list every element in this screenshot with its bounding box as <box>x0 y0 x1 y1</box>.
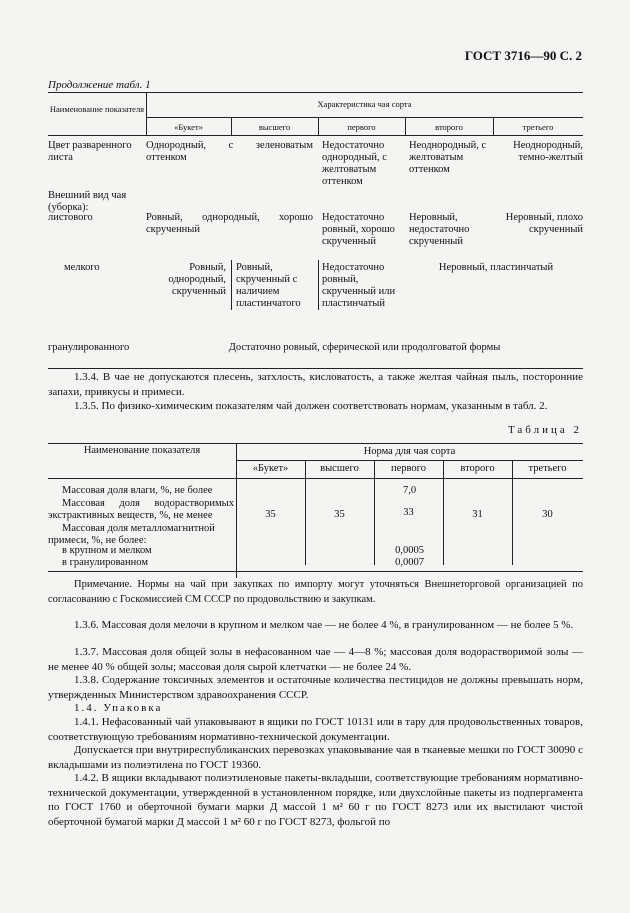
t1-row2-c1: Ровный, однородный, хорошо скрученный <box>146 212 313 235</box>
paragraph-1-4-1: 1.4.1. Нефасованный чай упаковывают в ящики по ГОСТ 10131 или в тару для продовольственных товаров, соответствующую требованиям нормативно-технической документации. <box>48 716 583 743</box>
page-header: ГОСТ 3716—90 С. 2 <box>464 48 582 63</box>
table-2-note: Примечание. Нормы на чай при закупках по импорту могут уточняться Внешнеторговой организацией по согласованию с Госкомиссией СМ СССР по продовольствию и закупкам. <box>48 579 583 605</box>
t2-row2-v5: 30 <box>542 509 553 520</box>
table-1 <box>48 92 583 372</box>
t2-row2-v1: 35 <box>265 509 276 520</box>
t1-col-name-header: Наименование показателя <box>49 104 145 114</box>
t2-col-name-header: Наименование показателя <box>83 445 201 456</box>
t2-row3b-value: 0,0007 <box>395 557 424 568</box>
section-1-4-heading: 1.4. Упаковка <box>74 702 163 714</box>
t1-row1-c1: Однородный, с зеленоватым оттенком <box>146 140 313 163</box>
t1-row4-name: гранулированного <box>48 342 130 353</box>
t2-group-header: Норма для чая сорта <box>363 446 456 457</box>
t2-grade-third: третьего <box>528 463 567 474</box>
paragraph-1-4-2: 1.4.2. В ящики вкладывают полиэтиленовые пакеты-вкладыши, соответствующие требованиям нормативно-технической документации, утвержденной в установленном порядке, или двухслойные пакеты из подпергамента по ГОСТ 1760 и оберточной бумаги марки Д массой 1 м² 60 г по ГОСТ 8273 или их выстилают чистой оберточной бумагой марки Д массой 1 м² 60 г по ГОСТ 8273, фольгой по <box>48 772 583 828</box>
t1-row3-c1: Ровный, однородный, скрученный <box>168 262 226 297</box>
t2-row1-name: Массовая доля влаги, %, не более <box>62 485 213 496</box>
t1-row2-c4: Неровный, недостаточно скрученный <box>409 212 470 247</box>
paragraph-1-3-5: 1.3.5. По физико-химическим показателям чай должен соответствовать нормам, указанным в табл. 2. <box>74 400 548 412</box>
t2-row1-value: 7,0 <box>402 485 417 496</box>
t1-row1-c3: Недостаточно однородный, с желтоватым оттенком <box>322 140 387 187</box>
t1-row2-c3: Недостаточно ровный, хорошо скрученный <box>322 212 395 247</box>
paragraph-1-3-8: 1.3.8. Содержание токсичных элементов и остаточные количества пестицидов не должны превышать норм, утвержденных Министерством здравоохранения СССР. <box>48 674 583 701</box>
paragraph-1-3-7: 1.3.7. Массовая доля общей золы в нефасованном чае — 4—8 %; массовая доля водорастворимой золы — не менее 40 % общей золы; массовая доля сырой клетчатки — не более 24 %. <box>48 646 583 673</box>
table-2-caption: Таблица 2 <box>507 424 582 436</box>
t1-row2-name: Внешний вид чая (уборка): <box>48 190 127 213</box>
t2-row3a-value: 0,0005 <box>395 545 424 556</box>
t2-grade-first: первого <box>391 463 426 474</box>
t2-row2-v4: 31 <box>472 509 483 520</box>
t2-row2-v3: 33 <box>403 507 414 518</box>
table-continuation-label: Продолжение табл. 1 <box>48 79 151 91</box>
t1-row2-c5: Неровный, плохо скрученный <box>505 212 583 235</box>
t1-grade-third: третьего <box>522 122 554 132</box>
t1-row2-sub: листового <box>48 212 93 223</box>
t1-row1-name: Цвет разваренного листа <box>48 140 132 163</box>
t1-grade-highest: высшего <box>258 122 291 132</box>
t1-grade-first: первого <box>347 122 376 132</box>
t1-row3-c3: Недостаточно ровный, скрученный или пластинчатый <box>322 262 396 309</box>
t1-grade-buket: «Букет» <box>174 122 203 132</box>
paragraph-1-3-4: 1.3.4. В чае не допускаются плесень, затхлость, кисловатость, а также желтая чайная пыль, посторонние запахи, привкусы и примеси. <box>48 371 583 398</box>
t2-grade-highest: высшего <box>320 463 359 474</box>
t1-row1-c4: Неоднородный, с желтоватым оттенком <box>409 140 487 175</box>
t1-row3-c4: Неровный, пластинчатый <box>438 262 554 273</box>
t2-row3-name: Массовая доля металломагнитной примеси, %, не более: <box>48 523 215 546</box>
t1-row3-name: мелкого <box>64 262 100 273</box>
t2-grade-second: второго <box>460 463 495 474</box>
t1-row3-c2: Ровный, скрученный с наличием пластинчатого <box>236 262 301 309</box>
t2-grade-buket: «Букет» <box>252 463 289 474</box>
t1-grade-second: второго <box>435 122 463 132</box>
t1-group-header: Характеристика чая сорта <box>317 99 412 109</box>
paragraph-1-4-1-b: Допускается при внутриреспубликанских перевозках упаковывание чая в тканевые мешки по ГОСТ 30090 с вкладышами из полиэтилена по ГОСТ 19360. <box>48 744 583 771</box>
t2-row3b-name: в гранулированном <box>62 557 148 568</box>
paragraph-1-3-6: 1.3.6. Массовая доля мелочи в крупном и мелком чае — не более 4 %, в гранулированном — не более 5 %. <box>74 619 574 631</box>
t2-row3a-name: в крупном и мелком <box>62 545 152 556</box>
table-2 <box>48 443 583 578</box>
t1-row4-value: Достаточно ровный, сферической или продолговатой формы <box>228 342 501 353</box>
t2-row2-v2: 35 <box>334 509 345 520</box>
t1-row1-c5: Неоднородный, темно-желтый <box>513 140 583 163</box>
t2-row2-name: Массовая доля водорастворимых экстрактивных веществ, %, не менее <box>48 498 234 521</box>
